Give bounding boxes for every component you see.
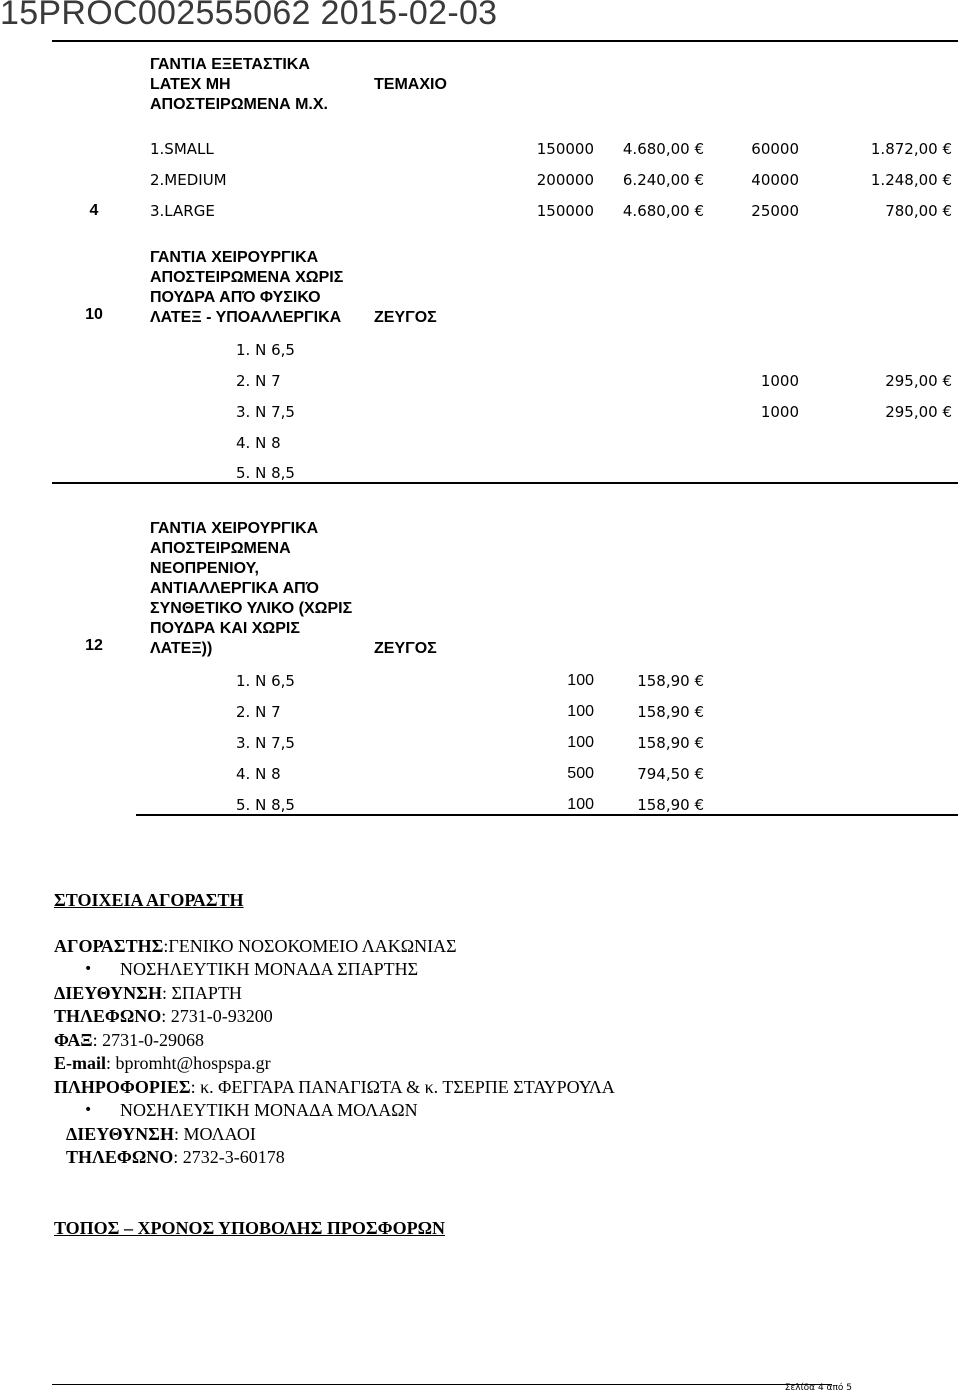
contact-info-value: : κ. ΦΕΓΓΑΡΑ ΠΑΝΑΓΙΩΤΑ & κ. ΤΣΕΡΠΕ ΣΤΑΥΡΟΥΛΑ (190, 1076, 615, 1097)
fax-label: ΦΑΞ (54, 1029, 93, 1050)
item-quantity-2: 40000 (751, 171, 799, 189)
unit-molaoi: • ΝΟΣΗΛΕΥΤΙΚΗ ΜΟΝΑΔΑ ΜΟΛΑΩΝ (54, 1099, 954, 1123)
address2-value: : ΜΟΛΑΟΙ (173, 1123, 256, 1144)
item-price-2 (805, 421, 958, 452)
item-price-2: 1.248,00 € (870, 171, 952, 189)
item-quantity-2 (710, 452, 805, 483)
email-label: E-mail (54, 1053, 106, 1073)
item-price-2: 1.872,00 € (870, 140, 952, 158)
phone-label: ΤΗΛΕΦΩΝΟ (54, 1006, 162, 1026)
document-id-watermark: 15PROC002555062 2015-02-03 (0, 0, 498, 32)
item-price-2: 780,00 € (885, 202, 952, 220)
item-price-2 (805, 452, 958, 483)
group-4-description: ΓΑΝΤΙΑ ΕΞΕΤΑΣΤΙΚΑ LATEX ΜΗ ΑΠΟΣΤΕΙΡΩΜΕΝΑ Μ.Χ. (136, 41, 362, 127)
group-4-number: 4 (52, 41, 136, 220)
table-row (52, 452, 958, 483)
item-label: 2. N 7 (236, 372, 281, 390)
item-label: 2. N 7 (236, 703, 281, 721)
address-line (54, 982, 954, 1006)
item-label: 5. N 8,5 (236, 464, 295, 482)
item-price: 158,90 € (600, 783, 710, 815)
item-price-2: 295,00 € (885, 403, 952, 421)
footer-divider (52, 1384, 832, 1385)
item-price: 158,90 € (637, 734, 704, 752)
item-label: 3. N 7,5 (236, 403, 295, 421)
phone2-line (54, 1146, 954, 1170)
address-label: ΔΙΕΥΘΥΝΣΗ (54, 982, 162, 1003)
fax-line (54, 1029, 954, 1053)
buyer-heading: ΣΤΟΙΧΕΙΑ ΑΓΟΡΑΣΤΗ (54, 890, 244, 910)
group-12-description: ΓΑΝΤΙΑ ΧΕΙΡΟΥΡΓΙΚΑ ΑΠΟΣΤΕΙΡΩΜΕΝΑ ΝΕΟΠΡΕΝΙΟΥ, ΑΝΤΙΑΛΛΕΡΓΙΚΑ ΑΠΌ ΣΥΝΘΕΤΙΚΟ ΥΛΙΚΟ (ΧΩΡΙΣ ΠΟΥΔΡΑ ΚΑΙ ΧΩΡΙΣ ΛΑΤΕΞ)) (136, 483, 362, 659)
item-label: 4. N 8 (236, 434, 281, 452)
item-quantity: 200000 (536, 171, 594, 189)
address2-line (54, 1123, 954, 1147)
item-quantity-2: 60000 (751, 140, 799, 158)
table-row (52, 359, 958, 390)
item-quantity: 100 (496, 783, 600, 815)
address2-label: ΔΙΕΥΘΥΝΣΗ (66, 1123, 174, 1144)
item-label: 5. N 8,5 (136, 783, 362, 815)
table-row (52, 158, 958, 189)
item-price: 158,90 € (637, 672, 704, 690)
item-quantity-2: 25000 (751, 202, 799, 220)
item-quantity-2 (710, 328, 805, 359)
item-price: 794,50 € (637, 765, 704, 783)
group-12-unit: ΖΕΥΓΟΣ (362, 483, 496, 659)
group-10-header-row (52, 220, 958, 328)
page-number: Σελίδα 4 από 5 (784, 1383, 852, 1393)
item-quantity: 150000 (536, 202, 594, 220)
group-10-number: 10 (85, 306, 103, 323)
table-row (52, 390, 958, 421)
table-row (52, 659, 958, 690)
item-quantity-2: 1000 (760, 403, 799, 421)
item-quantity: 100 (567, 672, 594, 689)
item-label: 1. N 6,5 (236, 672, 295, 690)
contact-info-line (54, 1076, 954, 1100)
buyer-line (54, 935, 954, 959)
item-quantity-2: 1000 (760, 372, 799, 390)
item-price: 158,90 € (637, 703, 704, 721)
table-row (52, 421, 958, 452)
email-line (54, 1052, 954, 1076)
item-quantity-2 (710, 421, 805, 452)
phone-line (54, 1005, 954, 1029)
item-price-2: 295,00 € (885, 372, 952, 390)
item-label: 1.SMALL (150, 140, 214, 158)
table-row (52, 189, 958, 220)
email-value: : bpromht@hospspa.gr (106, 1053, 271, 1073)
buyer-info-section (54, 889, 954, 1240)
products-table (52, 40, 958, 816)
item-quantity: 100 (567, 703, 594, 720)
submission-heading: ΤΟΠΟΣ – ΧΡΟΝΟΣ ΥΠΟΒΟΛΗΣ ΠΡΟΣΦΟΡΩΝ (54, 1217, 446, 1238)
table-row (52, 752, 958, 783)
group-10-description: ΓΑΝΤΙΑ ΧΕΙΡΟΥΡΓΙΚΑ ΑΠΟΣΤΕΙΡΩΜΕΝΑ ΧΩΡΙΣ ΠΟΥΔΡΑ ΑΠΌ ΦΥΣΙΚΟ ΛΑΤΕΞ - ΥΠΟΑΛΛΕΡΓΙΚΑ (150, 249, 344, 326)
item-price-2 (805, 328, 958, 359)
item-label: 4. N 8 (236, 765, 281, 783)
item-quantity: 150000 (536, 140, 594, 158)
table-row (52, 721, 958, 752)
item-label: 2.MEDIUM (150, 171, 227, 189)
phone-value: : 2731-0-93200 (161, 1006, 273, 1026)
group-12-number: 12 (52, 483, 136, 659)
item-quantity: 100 (567, 734, 594, 751)
fax-value: : 2731-0-29068 (92, 1029, 205, 1050)
buyer-value: :ΓΕΝΙΚΟ ΝΟΣΟΚΟΜΕΙΟ ΛΑΚΩΝΙΑΣ (163, 935, 457, 956)
group-4-unit: ΤΕΜΑΧΙΟ (362, 41, 496, 127)
group-12-header-row (52, 483, 958, 659)
buyer-label: ΑΓΟΡΑΣΤΗΣ (54, 935, 164, 956)
contact-info-label: ΠΛΗΡΟΦΟΡΙΕΣ (54, 1076, 191, 1097)
table-row (52, 690, 958, 721)
unit-sparti: • ΝΟΣΗΛΕΥΤΙΚΗ ΜΟΝΑΔΑ ΣΠΑΡΤΗΣ (54, 958, 954, 982)
group-4-header-row (52, 41, 958, 127)
item-label: 3.LARGE (150, 202, 215, 220)
group-10-unit: ΖΕΥΓΟΣ (374, 309, 437, 326)
address-value: : ΣΠΑΡΤΗ (161, 982, 242, 1003)
table-row (52, 328, 958, 359)
item-price: 4.680,00 € (622, 202, 704, 220)
item-quantity: 500 (567, 765, 594, 782)
phone2-label: ΤΗΛΕΦΩΝΟ (66, 1147, 174, 1167)
phone2-value: : 2732-3-60178 (173, 1147, 285, 1167)
table-row (52, 783, 958, 815)
item-price: 4.680,00 € (622, 140, 704, 158)
item-label: 1. N 6,5 (236, 341, 295, 359)
item-label: 3. N 7,5 (236, 734, 295, 752)
table-row (52, 127, 958, 158)
item-price: 6.240,00 € (622, 171, 704, 189)
